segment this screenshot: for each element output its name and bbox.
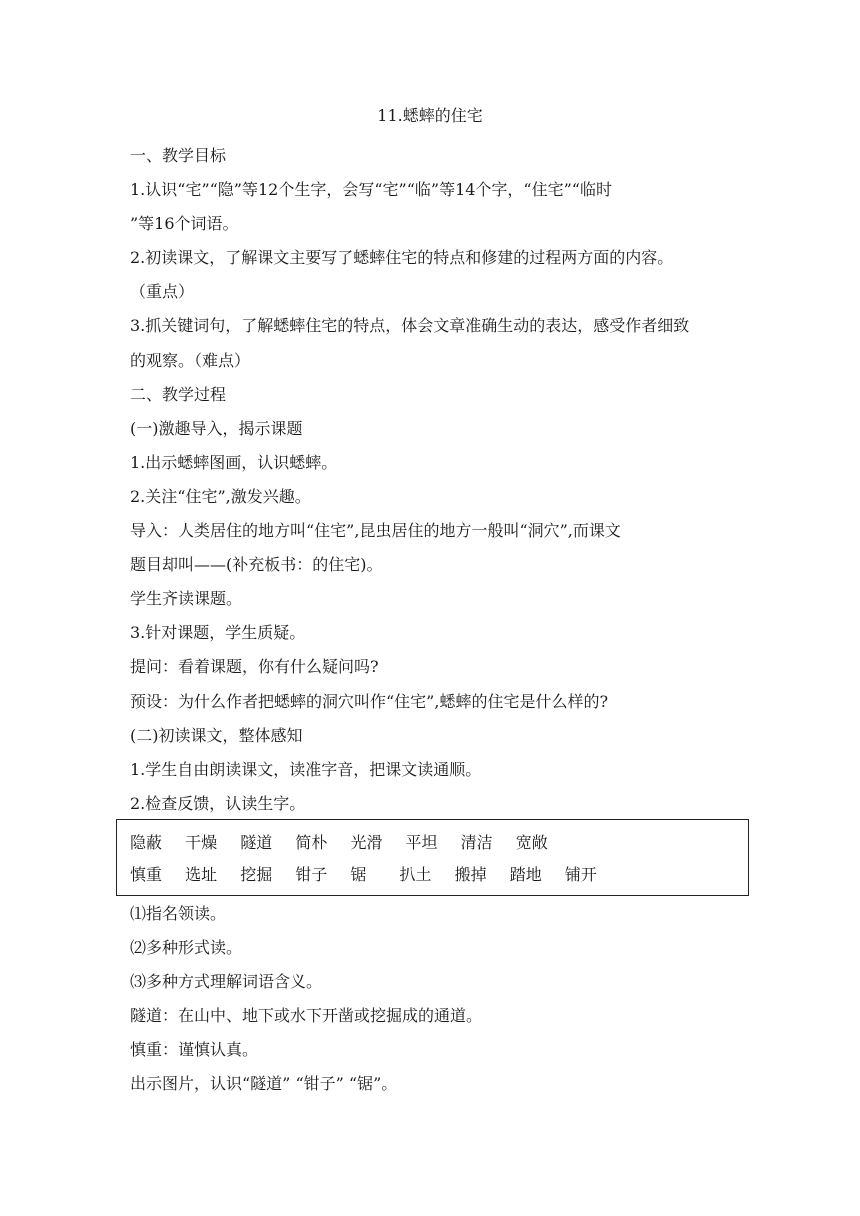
vocab-word: 宽敞 [515,832,548,852]
text-line: 出示图片，认识“隧道” “钳子” “锯”。 [130,1074,398,1094]
section-before-vocab [130,139,740,821]
vocab-word: 平坦 [405,832,438,852]
text-line: 提问：看着课题，你有什么疑问吗? [130,657,379,677]
vocab-word: 清洁 [460,832,493,852]
text-line: 预设：为什么作者把蟋蟀的洞穴叫作“住宅”,蟋蟀的住宅是什么样的? [130,691,609,711]
text-line: 一、教学目标 [130,146,227,165]
text-line: 的观察。（难点） [130,350,251,370]
vocabulary-box [116,819,749,896]
vocab-row-1 [130,827,748,859]
text-line: 导入：人类居住的地方叫“住宅”,昆虫居住的地方一般叫“洞穴”,而课文 [130,521,621,541]
vocab-row-2 [130,859,748,891]
text-line: ⑶多种方式理解词语含义。 [130,972,323,992]
text-line: 2.检查反馈，认读生字。 [130,793,306,813]
vocab-word: 钳子 [295,864,328,884]
text-line: 学生齐读课题。 [130,589,243,609]
text-line: 2.关注“住宅”,激发兴趣。 [130,486,311,506]
text-line: ⑴指名领读。 [130,903,227,923]
text-line: ”等16个词语。 [130,214,239,234]
vocab-word: 扒土 [399,864,432,884]
text-line: 1.学生自由朗读课文，读准字音，把课文读通顺。 [130,759,482,779]
text-line: 1.认识“宅”“隐”等12个生字，会写“宅”“临”等14个字，“住宅”“临时 [130,180,612,200]
text-line: （重点） [130,282,195,302]
vocab-word: 搬掉 [454,864,487,884]
text-line: 题目却叫——(补充板书：的住宅)。 [130,555,383,575]
vocab-word: 简朴 [295,832,328,852]
text-line: 2.初读课文，了解课文主要写了蟋蟀住宅的特点和修建的过程两方面的内容。 [130,248,674,268]
text-line: 1.出示蟋蟀图画，认识蟋蟀。 [130,452,338,472]
text-line: 3.抓关键词句，了解蟋蟀住宅的特点，体会文章准确生动的表达，感受作者细致 [130,316,690,336]
vocab-word: 踏地 [509,864,542,884]
vocab-word: 慎重 [130,864,163,884]
text-line: 隧道：在山中、地下或水下开凿或挖掘成的通道。 [130,1006,483,1026]
text-line: 慎重：谨慎认真。 [130,1040,259,1060]
lesson-title: 11.蟋蟀的住宅 [377,106,483,125]
vocab-word: 挖掘 [240,864,273,884]
text-line: ⑵多种形式读。 [130,937,243,957]
text-line: 3.针对课题，学生质疑。 [130,623,306,643]
vocab-word: 选址 [185,864,218,884]
vocab-word: 干燥 [185,832,218,852]
vocab-word: 隧道 [240,832,273,852]
text-line: 二、教学过程 [130,384,227,404]
vocab-word: 隐蔽 [130,832,163,852]
vocab-word: 锯 [350,864,367,884]
vocab-word: 光滑 [350,832,383,852]
lesson-body [130,139,740,1101]
section-after-vocab [130,897,740,1102]
text-line: (二)初读课文，整体感知 [130,725,303,745]
text-line: (一)激趣导入，揭示课题 [130,418,303,438]
vocab-word: 铺开 [564,864,597,884]
